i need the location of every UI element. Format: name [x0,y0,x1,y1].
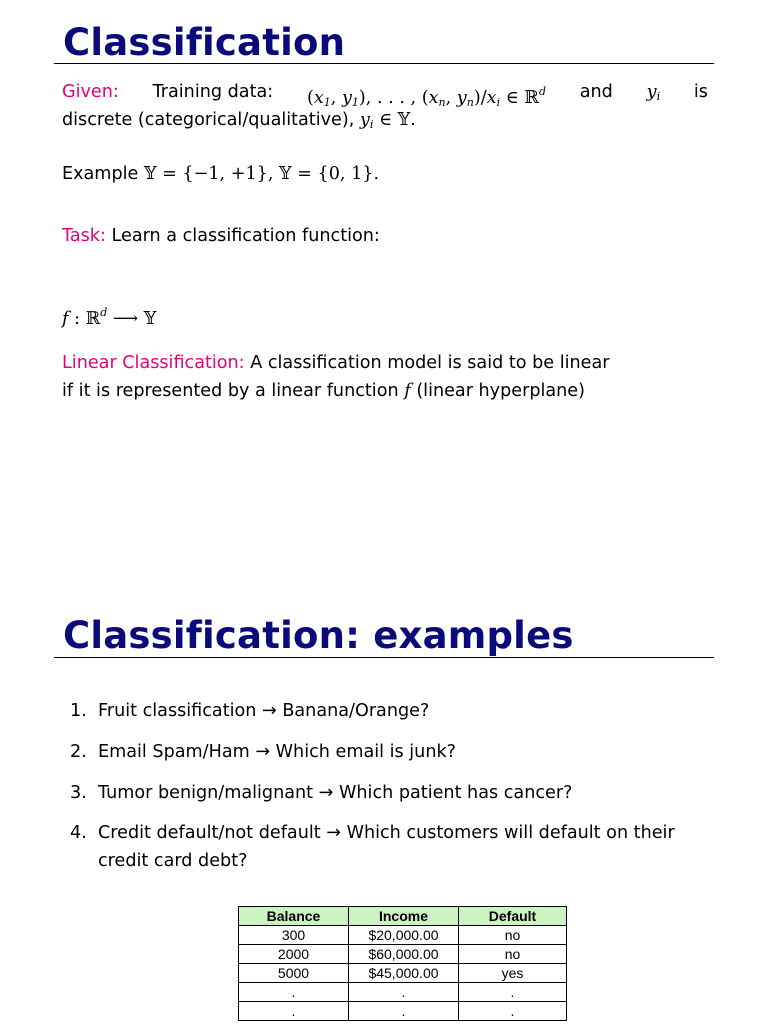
table-cell: yes [459,964,567,983]
column-header: Balance [239,907,349,926]
table-cell: 2000 [239,945,349,964]
table-cell: . [349,983,459,1002]
given-and: and [579,82,613,102]
table-cell: . [239,1002,349,1021]
table-cell: $45,000.00 [349,964,459,983]
given-line-2 [62,106,708,139]
linear-label: Linear Classification: [62,353,245,373]
linear-text-2-f: f [404,381,411,401]
column-header: Income [349,907,459,926]
table-cell: $20,000.00 [349,926,459,945]
title-rule-2 [54,657,714,658]
task-text: Learn a classification function: [111,226,380,246]
table-cell: . [349,1002,459,1021]
given-is: is [693,82,708,102]
list-item: 3. Tumor benign/malignant → Which patient has cancer? [70,783,573,803]
given-math: ($x_1$, $y_1$), . . . , ($x_n$, $y_n)/x_i$ ∈ ℝ$^d$ [306,85,546,109]
linear-line-2 [62,377,708,405]
linear-text-2b: (linear hyperplane) [416,381,585,401]
task-label: Task: [62,226,106,246]
table-cell: 300 [239,926,349,945]
list-item: 2. Email Spam/Ham → Which email is junk? [70,742,456,762]
given-label: Given: [62,82,119,102]
given-yi: $y_i$ [646,82,661,103]
table-cell: . [239,983,349,1002]
table-row [239,1002,567,1021]
table-cell: . [459,1002,567,1021]
table-cell: 5000 [239,964,349,983]
table-row [239,964,567,983]
slide-title-examples: Classification: examples [63,614,574,657]
given-text: Training data: [152,82,274,102]
table-row [239,983,567,1002]
list-item: 4. Credit default/not default → Which customers will default on their credit card debt? [70,823,675,871]
task-line [62,222,708,250]
examples-list [70,697,710,875]
title-rule [54,63,714,64]
example-line [62,160,708,188]
table-row [239,945,567,964]
table-cell: . [459,983,567,1002]
table-cell: no [459,926,567,945]
table-cell: no [459,945,567,964]
given-line2-text: discrete (categorical/qualitative), [62,110,355,130]
column-header: Default [459,907,567,926]
function-line [62,299,708,333]
slide-title-classification: Classification [63,21,346,64]
table-cell: $60,000.00 [349,945,459,964]
linear-line-1 [62,349,708,377]
table-header-row [239,907,567,926]
example-math: 𝕐 = {−1, +1}, 𝕐 = {0, 1}. [143,164,380,184]
linear-text-2a: if it is represented by a linear function [62,381,399,401]
credit-default-table [238,906,567,1021]
given-line2-math: $y_i$ ∈ 𝕐. [359,110,416,131]
list-item: 1. Fruit classification → Banana/Orange? [70,701,430,721]
table-row [239,926,567,945]
example-label: Example [62,164,139,184]
linear-text-1: A classification model is said to be linear [250,353,610,373]
function-math: f : ℝ$^d$ ⟶ 𝕐 [62,306,157,329]
